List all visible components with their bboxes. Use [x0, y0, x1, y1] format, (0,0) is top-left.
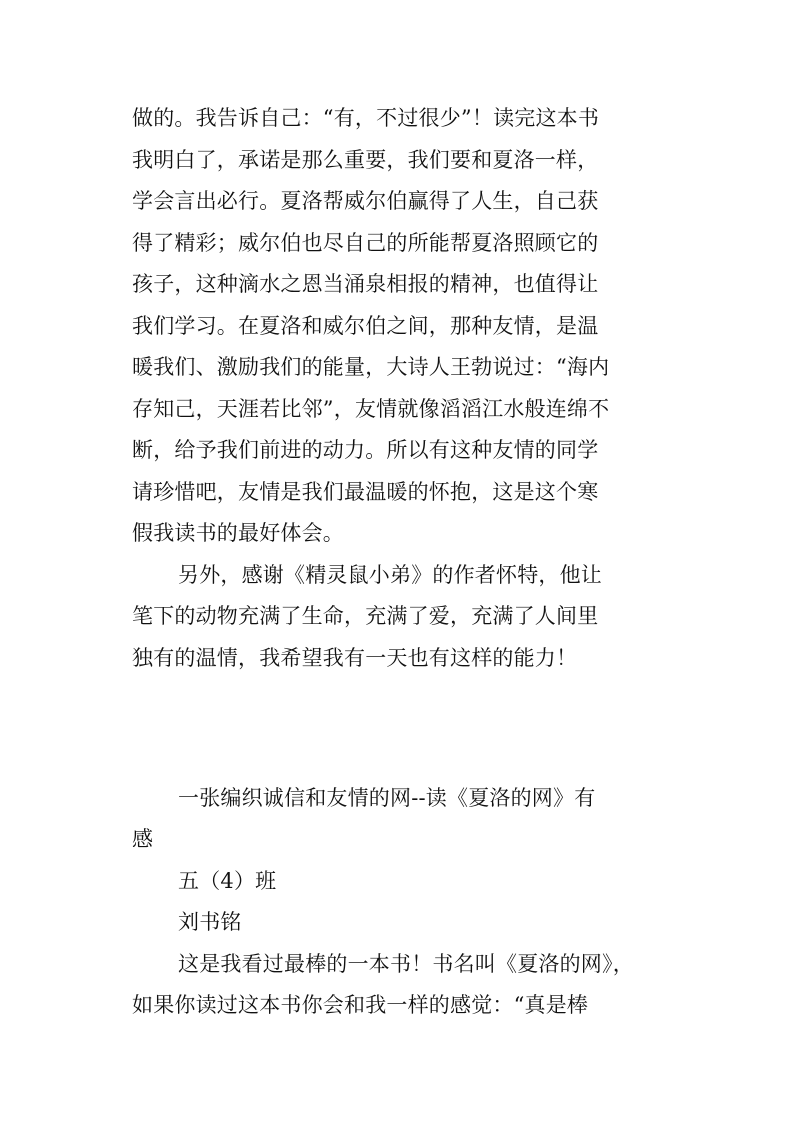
class-line: 五（4）班 [178, 869, 277, 893]
author-line: 刘书铭 [178, 910, 242, 934]
body-text-line: 我明白了，承诺是那么重要，我们要和夏洛一样， [132, 148, 599, 172]
body-text-line: 做的。我告诉自己：“有，不过很少”！读完这本书 [132, 106, 600, 130]
essay-title-line: 感 [132, 827, 154, 851]
body-text-line: 假我读书的最好体会。 [132, 521, 344, 545]
body-text-line: 孩子，这种滴水之恩当涌泉相报的精神，也值得让 [132, 272, 599, 296]
essay-title-line: 一张编织诚信和友情的网--读《夏洛的网》有 [178, 786, 596, 810]
body-text-line: 独有的温情，我希望我有一天也有这样的能力！ [132, 646, 578, 670]
body-text-line: 存知己，天涯若比邻”，友情就像滔滔江水般连绵不 [132, 397, 610, 421]
body-text-line: 另外，感谢《精灵鼠小弟》的作者怀特，他让 [178, 563, 602, 587]
body-text-line: 请珍惜吧，友情是我们最温暖的怀抱，这是这个寒 [132, 480, 599, 504]
body-text-line: 断，给予我们前进的动力。所以有这种友情的同学 [132, 438, 599, 462]
body-text-line: 笔下的动物充满了生命，充满了爱，充满了人间里 [132, 604, 599, 628]
body-text-line: 得了精彩；威尔伯也尽自己的所能帮夏洛照顾它的 [132, 231, 599, 255]
body-text-line: 这是我看过最棒的一本书！书名叫《夏洛的网》， [178, 952, 634, 976]
body-text-line: 如果你读过这本书你会和我一样的感觉：“真是棒 [132, 993, 589, 1017]
body-text-line: 我们学习。在夏洛和威尔伯之间，那种友情，是温 [132, 314, 599, 338]
body-text-line: 暖我们、激励我们的能量，大诗人王勃说过：“海内 [132, 355, 610, 379]
body-text-line: 学会言出必行。夏洛帮威尔伯赢得了人生，自己获 [132, 189, 599, 213]
